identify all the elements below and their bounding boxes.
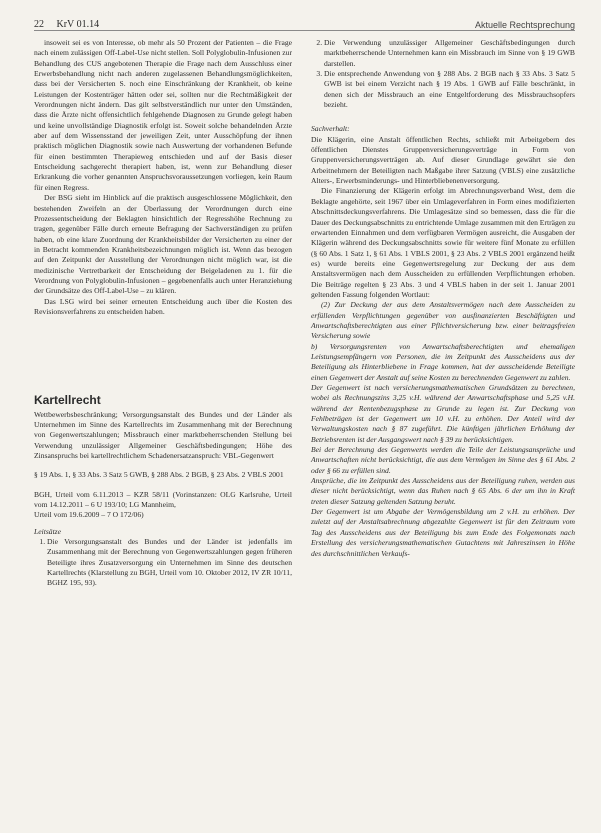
quote-paragraph: b) Versorgungsrenten von Anwartschaftsberechtigten und ehemaligen Leistungsempfängern von Personen, die im Zeitpunkt des Ausscheidens aus der Beteiligung als Hinterbliebene in Frage kommen, hat der ausscheidende Beteiligte einen Gegenwert der Anstalt auf seine Kosten zu berechnenden Gegenwert zu zahlen.: [311, 341, 575, 382]
spacer: [34, 317, 292, 395]
case-citation-line: BGH, Urteil vom 6.11.2013 – KZR 58/11 (Vorinstanzen: OLG Karlsruhe, Urteil vom 14.12.2011 – 6 U 193/10; LG Mannheim,: [34, 489, 292, 510]
quote-paragraph: Ansprüche, die im Zeitpunkt des Ausscheidens aus der Beteiligung ruhen, werden aus dieser nicht berücksichtigt, wenn das Ruhen nach § 65 Abs. 6 der um ihn in Kraft treten dieser Satzung geltenden Satzung beruht.: [311, 476, 575, 506]
guideline-list: [311, 38, 575, 110]
header-left: [34, 19, 109, 30]
running-header: [34, 12, 575, 31]
section-title: Kartellrecht: [34, 393, 101, 408]
sachverhalt-label: Sachverhalt:: [311, 124, 350, 134]
quote-paragraph: Der Gegenwert ist nach versicherungsmathematischen Grundsätzen zu berechnen, wobei als Rechnungszins 3,25 v.H. während der Anwartschaftsphase und 5,25 v.H. während der Rentenbezugsphase zu Grunde zu legen ist. Zur Deckung von Fehlbeträgen ist der Gegenwert um 10 v.H. zu erhöhen. Der Anteil wird der Verwaltungskosten nach § 87 zugeführt. Die künftigen jährlichen Erhöhung der Betriebsrenten ist der Ausgangswert nach § 39 zu berücksichtigen.: [311, 383, 575, 444]
right-column: [311, 38, 575, 559]
case-citation: [34, 490, 292, 521]
quote-paragraph: Bei der Berechnung des Gegenwerts werden die Teile der Leistungsansprüche und Anwartschaften nicht berücksichtigt, die aus dem Vermögen im Sinne des § 61 Abs. 2 oder § 66 zu erfüllen sind.: [311, 445, 575, 475]
journal-name: KrV 01.14: [56, 19, 100, 30]
guideline-item: 3. Die entsprechende Anwendung von § 288 Abs. 2 BGB nach § 33 Abs. 3 Satz 5 GWB ist bei einem Verzicht nach § 19 Abs. 1 GWB auf Fälle beschränkt, in denen sich der Missbrauch an eine Entgeltforderung des Missbrauchsopfers bezieht.: [324, 69, 575, 110]
spacer: [311, 110, 575, 124]
case-citation-line: Urteil vom 19.6.2009 – 7 O 172/06): [34, 510, 144, 520]
paragraph: insoweit sei es von Interesse, ob mehr als 50 Prozent der Patienten – die Frage nach einem zulässigen Off-Label-Use nicht stellen. Soll Polyglobulin-Infusionen zur Behandlung des CUS angebotenen Therapie die Frage nach dem Ausschluss einer Erwerbsbehandlung nicht nach anderen zugelassenen Behandlungsmöglichkeiten, dass bei der Versicherten S. noch eine Einschränkung der Krankheit, ob keine Leistungen der Kostenträger hätten oder sei, sollten nur die Rechtmäßigkeit der Verordnungen nicht ändern. Das gilt selbstverständlich nur unter den Umständen, dass die Ärzte nicht offensichtlich fehlgehende Diagnosen zu Grunde gelegt haben und keine unvollständige Diagnostik erfolgt ist. Soweit solche behandelnden Ärzte aber auf dem Wissensstand der jeweiligen Zeit, unter Ausschöpfung der ihnen praktisch möglichen Diagnostik sowie nach Auswertung der vorhandenen Befunde für einen bestimmten Therapieweg entschieden und auf der Basis dieser Entscheidung sachgerecht therapiert haben, ist, wenn zur Behandlung dieser Erkrankung die vorher genannten Anspruchsvoraussetzungen vorliegen, kein Raum für einen Regress.: [34, 38, 292, 192]
paragraph: Der BSG sieht im Hinblick auf die praktisch ausgeschlossene Möglichkeit, den bestehenden Zweifeln an der Überlassung der Verordnungen durch eine Prozessentscheidung der Beklagten hinsichtlich der Regresshöhe Rechnung zu tragen, gegenüber Fälle durch erneute Befragung der Sachverständigen zu prüfen haben, ob eine klare Zuordnung der Krankheitsbilder der Versicherten zu einer der in Betracht kommenden Krankheitsbezeichnungen möglich ist. Wenn das bezogen auf den Zeitpunkt der Ausstellung der Verordnungen nicht möglich war, ist die medizinische Vertretbarkeit der Entscheidung der Beigeladenen zu 1. für die Verordnung von Polyglobulin-Infusionen – gegebenenfalls auch unter Heranziehung der Grundsätze des Off-Label-Use – zu klären.: [34, 193, 292, 296]
spacer: [34, 481, 292, 490]
paragraph: Die Klägerin, eine Anstalt öffentlichen Rechts, schließt mit Arbeitgebern des öffentlichen Dienstes Gruppenversicherungsverträge in Form von Gruppenversicherungsverträgen ab. Auf dieser Grundlage gewährt sie den Arbeitnehmern der Beteiligten nach Maßgabe ihrer Satzung (VBLS) eine zusätzliche Alters-, Erwerbsminderungs- und Hinterbliebenenversorgung.: [311, 134, 575, 186]
norm-references: § 19 Abs. 1, § 33 Abs. 3 Satz 5 GWB, § 288 Abs. 2 BGB, § 23 Abs. 2 VBLS 2001: [34, 470, 284, 480]
section-name: Aktuelle Rechtsprechung: [474, 20, 575, 30]
spacer: [34, 461, 292, 470]
paragraph: Die Finanzierung der Klägerin erfolgt im Abrechnungsverband West, dem die Beklagte angehörte, seit 1967 über ein Umlageverfahren in Form eines modifizierten Abschnittsdeckungsverfahrens. Die Umlagesätze sind so bemessen, dass die für die Dauer des Deckungsabschnitts zu entrichtende Umlage zusammen mit den Erträgen zu erwartenden Einnahmen und dem verfügbaren Vermögen ausreicht, die Ausgaben der Klägerin während des Deckungsabschnitts sowie für weitere fünf Monate zu erfüllen (§ 60 Abs. 1 Satz 1, § 61 Abs. 1 VBLS 2001, § 23 Abs. 2 VBLS 2001 ergänzend heißt es) wurde bereits eine Gegenwertsregelung zur Deckung der aus dem Anstaltsvermögen nach dem Ausscheiden zu erfüllenden Verpflichtungen erhoben. Die Beiträge regelten § 23 Abs. 3 und 4 VBLS haben in der seit 1. Januar 2001 geltenden Fassung folgenden Wortlaut:: [311, 186, 576, 299]
guideline-item: 1. Die Versorgungsanstalt des Bundes und der Länder ist jedenfalls im Zusammenhang mit der Berechnung von Gegenwertszahlungen gegen früheren Beteiligte ihres Zusatzversorgung ein Unternehmen im Sinne des deutschen Kartellrechts (Klarstellung zu BGH, Urteil vom 10. Oktober 2012, IV ZR 10/11, BGHZ 195, 93).: [47, 537, 292, 589]
quote-paragraph: Der Gegenwert ist um Abgabe der Vermögensbildung um 2 v.H. zu erhöhen. Der zuletzt auf der Anstaltsabrechnung abgezahlte Gegenwert ist für den Zeitraum vom Tag des Ausscheidens aus der Beteiligung bis zum Ende des Folgemonats nach Erstellung des versicherungsmathematischen Gutachtens mit Jahreszinsen in Höhe des durchschnittlichen Verkaufs-: [311, 507, 575, 558]
left-column: [34, 38, 292, 589]
statute-quote: [311, 300, 575, 559]
leitsaetze-label: Leitsätze: [34, 526, 62, 536]
quote-paragraph: (2) Zur Deckung der aus dem Anstaltsvermögen nach dem Ausscheiden zu erfüllenden Verpflichtungen gegenüber von ausfinanzierten Beschäftigten und Anwartschaftsberechtigten aus einer Pflichtversicherung bzw. einer beitragsfreien Versicherung sowie: [311, 300, 575, 341]
headnote-keywords: Wettbewerbsbeschränkung; Versorgungsanstalt des Bundes und der Länder als Unternehmen im Sinne des Kartellrechts im Zusammenhang mit der Berechnung von Gegenwertszahlungen; Missbrauch einer marktbeherrschenden Stellung bei Verwendung unzulässiger Allgemeiner Geschäftsbedingungen; Höhe des Zinsanspruchs bei kartellrechtlichem Schadenersatzanspruch: VBL-Gegenwert: [34, 409, 292, 460]
guideline-list: [34, 537, 292, 589]
paragraph: Das LSG wird bei seiner erneuten Entscheidung auch über die Kosten des Revisionsverfahrens zu entscheiden haben.: [34, 296, 292, 316]
guideline-item: 2. Die Verwendung unzulässiger Allgemeiner Geschäftsbedingungen durch marktbeherrschende Unternehmen kann ein Missbrauch im Sinne von § 19 GWB darstellen.: [324, 38, 575, 69]
page-number: 22: [34, 19, 44, 30]
